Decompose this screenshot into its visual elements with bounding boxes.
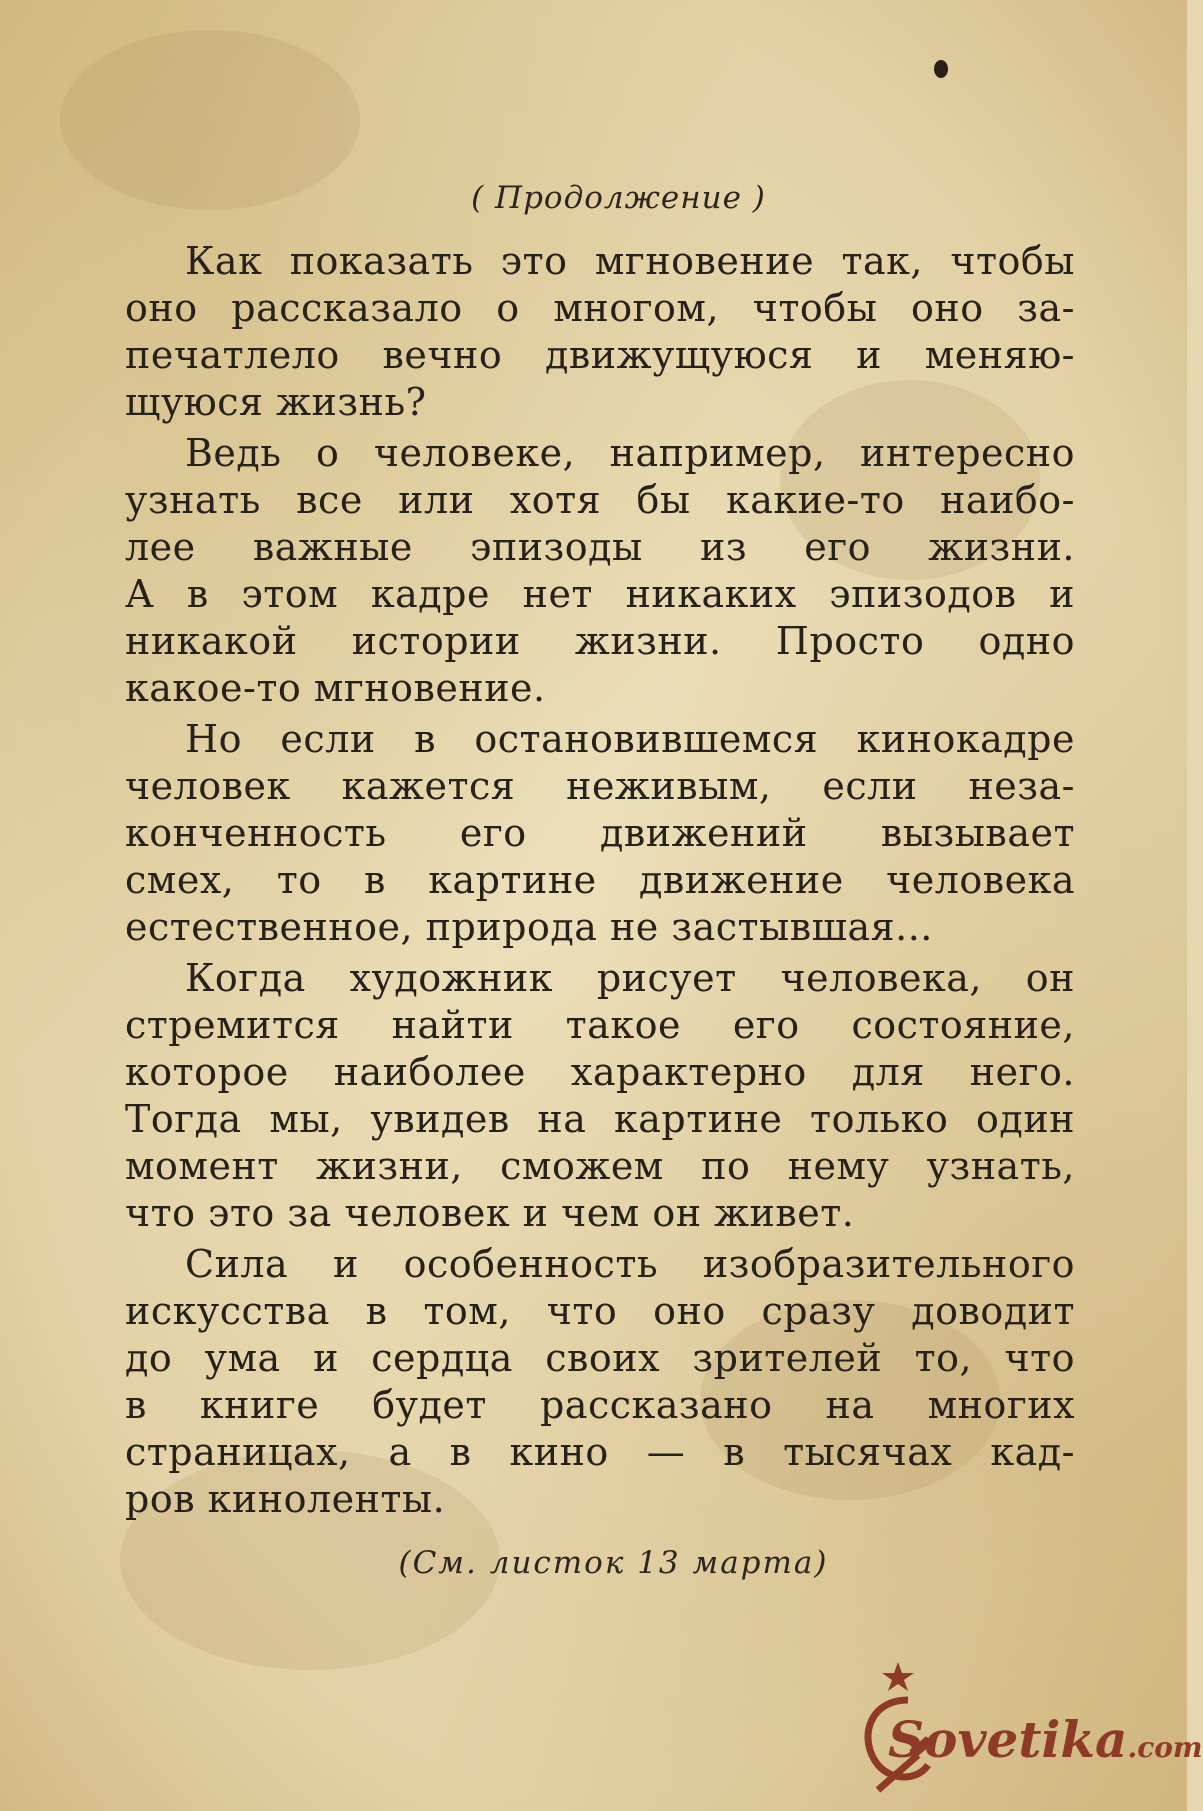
continuation-heading: ( Продолжение )	[471, 180, 766, 216]
text-line: узнать все или хотя бы какие-то наибо-	[125, 478, 1075, 522]
text-line: Ведь о человеке, например, интересно	[185, 431, 1075, 475]
paragraph	[125, 430, 1075, 712]
text-line: оно рассказало о многом, чтобы оно за-	[125, 286, 1075, 330]
text-line: человек кажется неживым, если неза-	[125, 764, 1075, 808]
text-line: Но если в остановившемся кинокадре	[185, 717, 1075, 761]
text-line: какое-то мгновение.	[125, 666, 546, 710]
text-line: стремится найти такое его состояние,	[125, 1003, 1075, 1047]
text-line: Как показать это мгновение так, чтобы	[185, 239, 1075, 283]
ink-speck	[934, 60, 948, 78]
text-line: которое наиболее характерно для него.	[125, 1050, 1075, 1094]
text-line: Тогда мы, увидев на картине только один	[125, 1097, 1075, 1141]
text-line: Сила и особенность изобразительного	[185, 1242, 1075, 1286]
body-text	[125, 238, 1075, 1527]
text-line: что это за человек и чем он живет.	[125, 1191, 855, 1235]
text-line: конченность его движений вызывает	[125, 811, 1075, 855]
text-line: смех, то в картине движение человека	[125, 858, 1075, 902]
text-line: лее важные эпизоды из его жизни.	[125, 525, 1075, 569]
text-line: момент жизни, сможем по нему узнать,	[125, 1144, 1075, 1188]
see-also-footer: (См. листок 13 марта)	[398, 1545, 829, 1581]
text-line: страницах, а в кино — в тысячах кад-	[125, 1430, 1075, 1474]
text-line: искусства в том, что оно сразу доводит	[125, 1289, 1075, 1333]
paragraph	[125, 238, 1075, 426]
text-line: никакой истории жизни. Просто одно	[125, 619, 1075, 663]
text-line: щуюся жизнь?	[125, 380, 427, 424]
paragraph	[125, 1241, 1075, 1523]
watermark-text: Sovetika.com	[888, 1710, 1203, 1769]
text-line: Когда художник рисует человека, он	[185, 956, 1075, 1000]
text-line: печатлело вечно движущуюся и меняю-	[125, 333, 1075, 377]
text-line: до ума и сердца своих зрителей то, что	[125, 1336, 1075, 1380]
sovetika-watermark	[838, 1660, 1203, 1800]
text-line: А в этом кадре нет никаких эпизодов и	[125, 572, 1075, 616]
paragraph	[125, 716, 1075, 951]
paragraph	[125, 955, 1075, 1237]
text-line: в книге будет рассказано на многих	[125, 1383, 1075, 1427]
text-line: естественное, природа не застывшая...	[125, 905, 933, 949]
text-line: ров киноленты.	[125, 1477, 446, 1521]
